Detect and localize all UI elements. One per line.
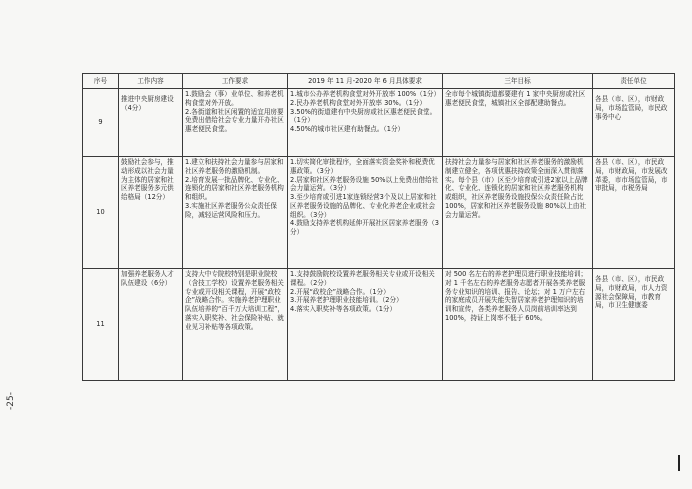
row-seq: 10 (83, 157, 119, 269)
row-requirement (183, 157, 288, 269)
period-item: 1.切实简化审批程序，全面落实资金奖补和税费优惠政策。（3分） (290, 158, 435, 175)
requirement-item: 3.实施社区养老服务公众责任保险，减轻运营风险和压力。 (185, 201, 278, 219)
row-goal (443, 269, 593, 381)
header-content: 工作内容 (119, 74, 183, 89)
period-item: 3.开展养老护理职业技能培训。（2分） (290, 296, 403, 305)
header-seq: 序号 (83, 74, 119, 89)
requirement-item: 支持大中专院校特别是职业院校（含技工学校）设置养老服务相关专业或开设相关课程，开展“政校企”战略合作。实施养老护理职业队伍培养的“百千万大培训工程”，落实入职奖补、社会保险补贴、就业见习补贴等各项政策。 (185, 270, 285, 331)
row-requirement (183, 89, 288, 157)
row-content: 加强养老服务人才队伍建设（6分） (119, 269, 183, 381)
row-goal (443, 89, 593, 157)
period-item: 3.至少培育或引进1家连锁经营3个及以上居家和社区养老服务设施的品牌化、专业化养老企业或社会组织。（3分） (290, 193, 437, 219)
header-goal: 三年目标 (443, 74, 593, 89)
table-row (83, 269, 675, 381)
period-item: 2.民办养老机构食堂对外开放率 30%。（1分） (290, 98, 427, 107)
row-seq: 11 (83, 269, 119, 381)
row-goal (443, 157, 593, 269)
requirement-item: 1.鼓励会（事）业单位、和养老机构食堂对外开放。 (185, 90, 284, 107)
period-item: 4.鼓励支持养老机构延伸开展社区居家养老服务（3分） (290, 219, 439, 237)
goal-item: 扶持社会力量参与居家和社区养老服务的激励机制建立健全，各项优惠扶持政策全面深入贯彻落实。每个县（市）区至少培育或引进2家以上品牌化、专业化、连锁化的居家和社区养老服务机构或组织，社区养老服务设施投保公众责任险占比 100%，居家和社区养老服务设施 80%以上由社会力量运营。 (445, 158, 588, 219)
row-unit: 各县（市、区），市民政局，市财政局，市人力资源社会保障局，市教育局，市卫生健康委 (593, 269, 675, 381)
table-header-row (83, 74, 675, 89)
header-unit: 责任单位 (593, 74, 675, 89)
row-content: 鼓励社会参与，推动形成以社会力量为主体的居家和社区养老服务多元供给格局（12分） (119, 157, 183, 269)
period-item: 3.50%的街道建有中央厨房或社区惠老便民食堂。（1分） (290, 107, 437, 125)
period-item: 4.50%的城市社区建有助餐点。（1分） (290, 125, 405, 134)
period-item: 2.开展“政校企”战略合作。（1分） (290, 287, 390, 296)
edge-mark (678, 455, 680, 471)
row-requirement (183, 269, 288, 381)
header-requirement: 工作要求 (183, 74, 288, 89)
row-seq: 9 (83, 89, 119, 157)
period-item: 1.支持鼓励院校设置养老服务相关专业或开设相关课程。（2分） (290, 270, 435, 287)
row-content: 推进中央厨房建设（4分） (119, 89, 183, 157)
row-period (288, 89, 443, 157)
row-period (288, 157, 443, 269)
table-row (83, 157, 675, 269)
header-period: 2019 年 11 月-2020 年 6 月具体要求 (288, 74, 443, 89)
row-unit: 各县（市、区），市民政局，市财政局，市发展改革委，市市场监管局，市审批局，市税务局 (593, 157, 675, 269)
row-unit: 各县（市、区），市财政局，市场监管局，市民政事务中心 (593, 89, 675, 157)
goal-item: 全市每个城镇街道都要建有 1 家中央厨房或社区惠老便民食堂，城镇社区全部配建助餐点。 (445, 90, 586, 107)
table-row (83, 89, 675, 157)
requirement-item: 2.培育发展一批品牌化、专业化、连锁化的居家和社区养老服务机构和组织。 (185, 175, 284, 202)
requirement-item: 1.建立和扶持社会力量参与居家和社区养老服务的激励机制。 (185, 158, 284, 175)
page-number: -25- (6, 392, 16, 410)
task-table (82, 73, 675, 381)
period-item: 1.城市公办养老机构食堂对外开放率 100%（1分） (290, 90, 441, 98)
period-item: 4.落实入职奖补等各项政策。（1分） (290, 305, 397, 314)
row-period (288, 269, 443, 381)
requirement-item: 2.各街道和社区闲置的适宜用房要免费出借给社会专业力量开办社区惠老便民食堂。 (185, 107, 284, 134)
goal-item: 对 500 名左右的养老护理员进行职业技能培训；对 1 千名左右的养老服务志愿者开展各类养老服务专业知识的培训、报告、论坛；对 1 万户左右的家庭成员开展失能失智居家养老护理知识的培训和宣传，各类养老服务人员岗前培训率达到 100%，持证上岗率不低于 60%。 (445, 270, 588, 322)
period-item: 2.居家和社区养老服务设施 50%以上免费出借给社会力量运营。（3分） (290, 175, 439, 193)
